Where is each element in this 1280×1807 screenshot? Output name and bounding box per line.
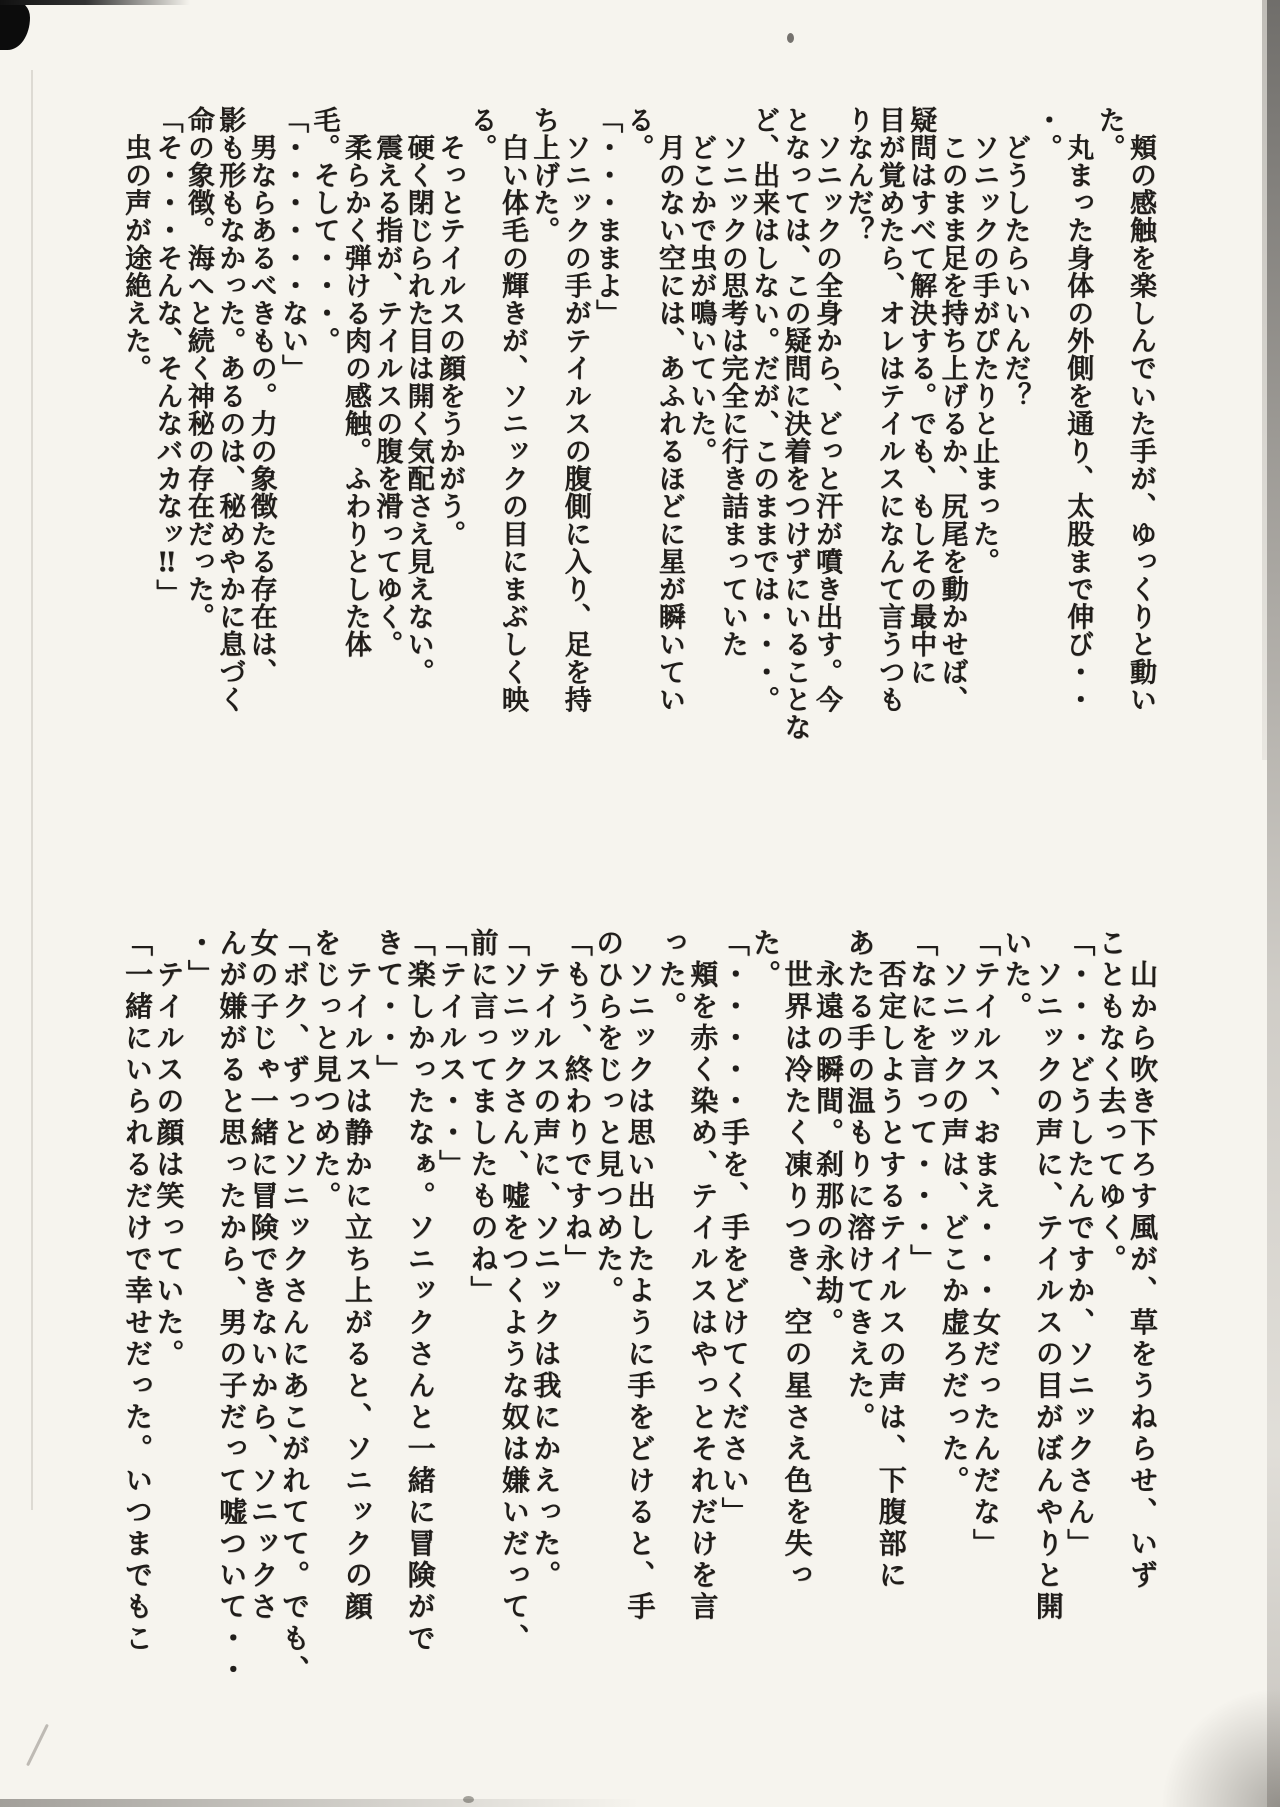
text-column: ・。 <box>1030 106 1062 162</box>
text-column: 疑問はすべて解決する。でも、もしその最中に <box>905 106 937 686</box>
text-column: んが嫌がると思ったから、男の子だって嘘ついて・・ <box>215 928 249 1687</box>
text-column: 毛。そして・・・。 <box>308 106 340 355</box>
text-column: ・」 <box>183 928 217 992</box>
text-column: 「楽しかったなぁ。ソニックさんと一緒に冒険がで <box>403 928 437 1655</box>
text-column: ソニックの声に、テイルスの目がぼんやりと開 <box>1031 928 1065 1624</box>
text-column: ち上げた。 <box>528 106 560 244</box>
scan-artifact-bottom-speck <box>463 1796 474 1803</box>
text-column: このまま足を持ち上げるか、尻尾を動かせば、 <box>936 106 968 714</box>
text-column: 「テイルス、おまえ・・・女だったんだな」 <box>968 928 1002 1560</box>
text-column: どうしたらいいんだ？ <box>999 106 1031 410</box>
scan-artifact-left-line <box>31 70 33 1510</box>
scan-artifact-right-edge-inner <box>1262 0 1267 760</box>
text-column: ソニックの声は、どこか虚ろだった。 <box>937 928 971 1497</box>
text-column: そっとテイルスの顔をうかがう。 <box>434 106 466 548</box>
text-column: をじっと見つめた。 <box>309 928 343 1213</box>
text-column: 命の象徴。海へと続く神秘の存在だった。 <box>182 106 214 631</box>
text-column: テイルスの声に、ソニックは我にかえった。 <box>529 928 563 1592</box>
text-column: 女の子じゃ一緒に冒険できないから、ソニックさ <box>246 928 280 1624</box>
scan-artifact-bottom-edge <box>0 1799 640 1807</box>
text-column: た。 <box>749 928 783 992</box>
text-column: テイルスは静かに立ち上がると、ソニックの顔 <box>340 928 374 1624</box>
text-column: 否定しようとするテイルスの声は、下腹部に <box>874 928 908 1592</box>
text-column: 頬の感触を楽しんでいた手が、ゆっくりと動い <box>1125 106 1156 714</box>
text-column: 山から吹き下ろす風が、草をうねらせ、いず <box>1126 928 1159 1592</box>
scan-artifact-bottom-left-streak <box>26 1724 49 1767</box>
text-column: 硬く閉じられた目は開く気配さえ見えない。 <box>402 106 434 686</box>
upper-text-block <box>120 106 1156 782</box>
text-column: る。 <box>622 106 654 162</box>
text-column: 「ソニックさん、嘘をつくような奴は嫌いだって、 <box>497 928 531 1655</box>
text-column: ど、出来はしない。だが、このままでは・・・。 <box>748 106 780 714</box>
text-column: 「・・・・・手を、手をどけてください」 <box>717 928 751 1529</box>
text-column: 「・・・ままよ」 <box>591 106 623 327</box>
text-column: 柔らかく弾ける肉の感触。ふわりとした体 <box>339 106 371 658</box>
text-column: 男ならあるべきもの。力の象徴たる存在は、 <box>245 106 277 686</box>
text-column: いた。 <box>1000 928 1034 1023</box>
text-column: となっては、この疑問に決着をつけずにいることな <box>779 106 811 741</box>
text-column: 「・・・どうしたんですか、ソニックさん」 <box>1063 928 1097 1560</box>
text-column: のひらをじっと見つめた。 <box>592 928 626 1308</box>
text-column: る。 <box>465 106 497 162</box>
text-column: 永遠の瞬間。刹那の永劫。 <box>811 928 845 1339</box>
text-column: 世界は冷たく凍りつき、空の星さえ色を失っ <box>780 928 814 1592</box>
scan-artifact-top-edge <box>0 0 190 5</box>
text-column: あたる手の温もりに溶けてきえた。 <box>843 928 877 1434</box>
text-column: ソニックの手がぴたりと止まった。 <box>967 106 999 576</box>
text-column: た。 <box>1093 106 1125 162</box>
text-column: 丸まった身体の外側を通り、太股まで伸び・・ <box>1062 106 1094 714</box>
scan-artifact-right-edge <box>1267 0 1280 1807</box>
scan-artifact-top-left-corner <box>0 0 30 50</box>
text-column: 影も形もなかった。あるのは、秘めやかに息づく <box>214 106 246 714</box>
text-column: 頬を赤く染め、テイルスはやっとそれだけを言 <box>686 928 720 1624</box>
scan-artifact-top-speck <box>787 33 794 43</box>
text-column: ソニックの思考は完全に行き詰まっていた <box>716 106 748 658</box>
text-column: 前に言ってましたものね」 <box>466 928 500 1308</box>
text-column: きて・・」 <box>372 928 406 1086</box>
text-column: った。 <box>654 928 688 1023</box>
text-column: 「ボク、ずっとソニックさんにあこがれてて。でも、 <box>278 928 312 1687</box>
text-column: りなんだ？ <box>842 106 874 244</box>
text-column: ソニックの手がテイルスの腹側に入り、足を持 <box>559 106 591 714</box>
text-column: 「もう、終わりですね」 <box>560 928 594 1276</box>
text-column: 「なにを言って・・・」 <box>906 928 940 1276</box>
text-column: 虫の声が途絶えた。 <box>120 106 151 382</box>
text-column: ソニックは思い出したように手をどけると、手 <box>623 928 657 1624</box>
text-column: 震える指が、テイルスの腹を滑ってゆく。 <box>371 106 403 658</box>
text-column: テイルスの顔は笑っていた。 <box>152 928 186 1371</box>
text-column: ソニックの全身から、どっと汗が噴き出す。今 <box>810 106 842 714</box>
lower-text-block <box>121 928 1159 1687</box>
text-column: 「一緒にいられるだけで幸せだった。いつまでもこ <box>121 928 154 1655</box>
scan-artifact-bottom-right-shade <box>1160 1687 1280 1807</box>
text-column: 目が覚めたら、オレはテイルスになんて言うつも <box>873 106 905 714</box>
text-column: 「テイルス・・」 <box>435 928 469 1181</box>
text-column: 月のない空には、あふれるほどに星が瞬いてい <box>653 106 685 714</box>
text-column: 「・・・・・・ない」 <box>277 106 309 382</box>
text-column: 白い体毛の輝きが、ソニックの目にまぶしく映 <box>496 106 528 714</box>
text-column: こともなく去ってゆく。 <box>1094 928 1128 1276</box>
text-column: どこかで虫が鳴いていた。 <box>685 106 717 465</box>
text-column: 「そ・・・そんな、そんなバカなッ‼」 <box>151 106 183 607</box>
